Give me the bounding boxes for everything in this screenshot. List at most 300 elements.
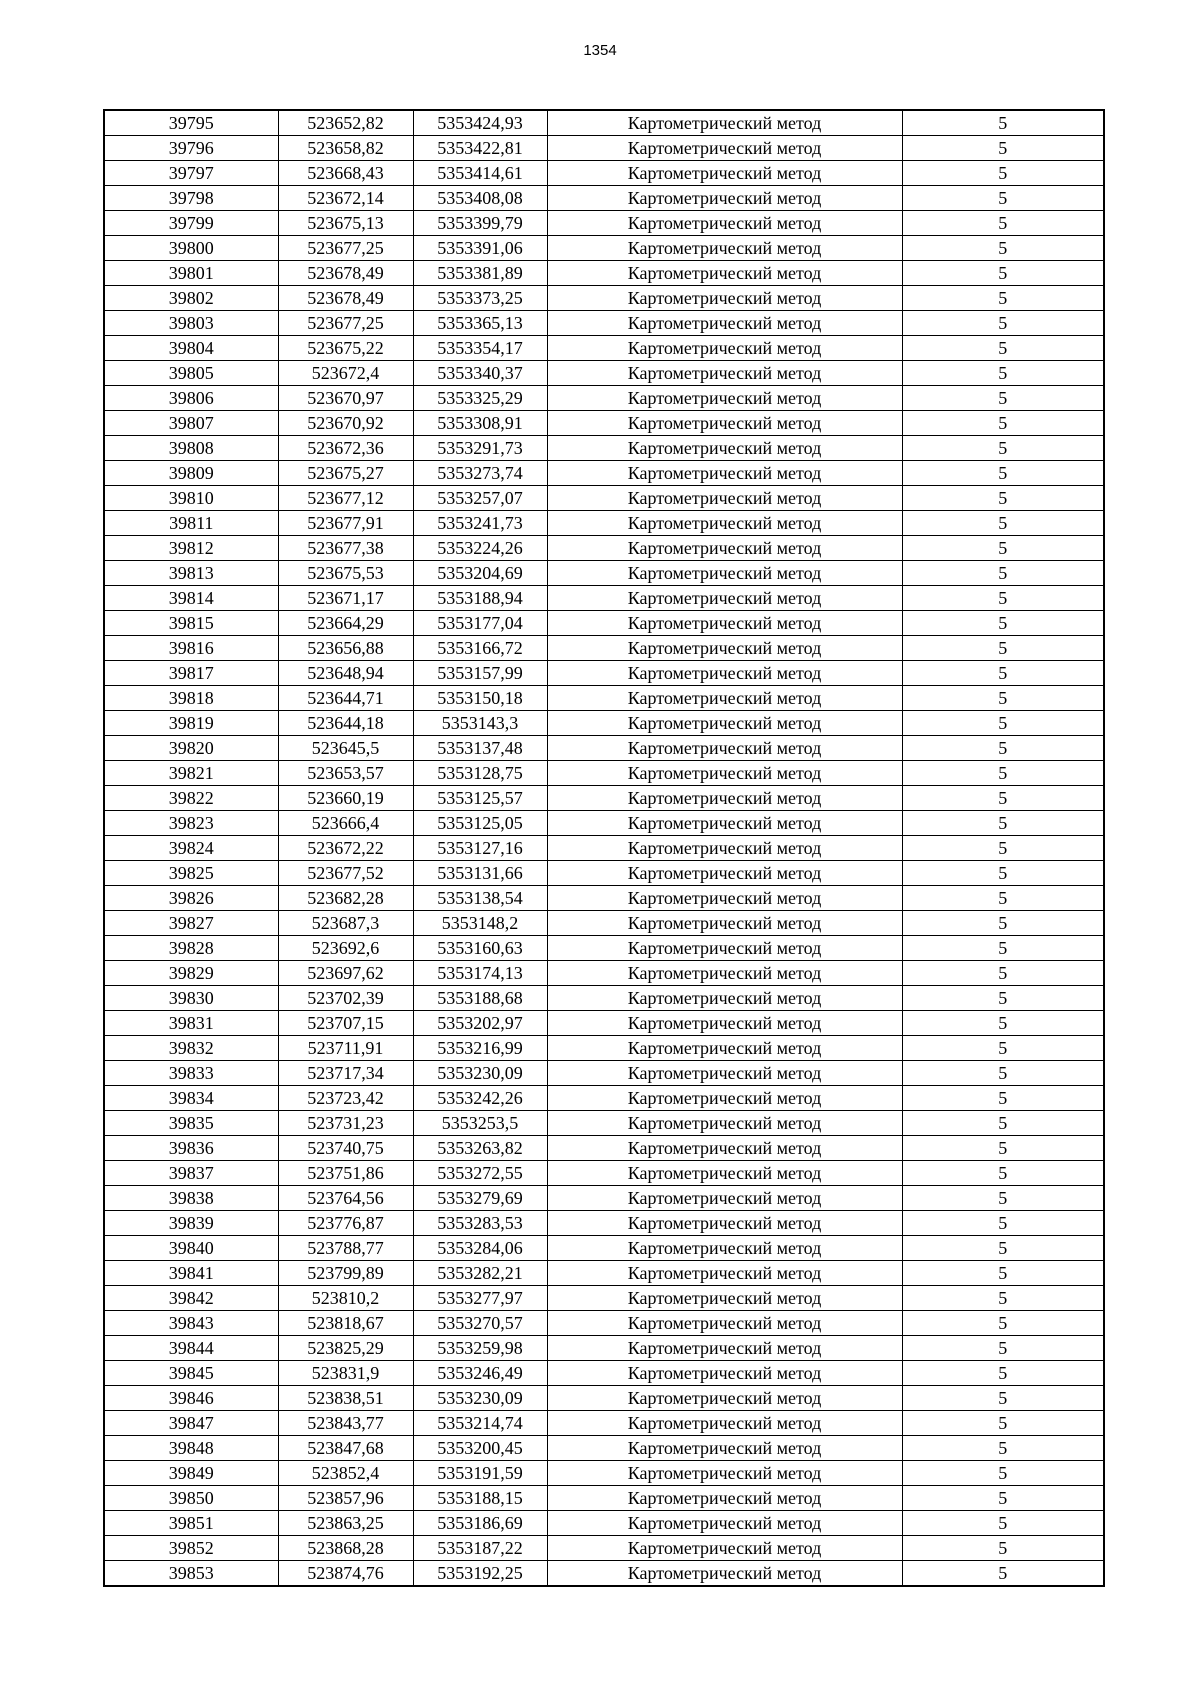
method-cell: Картометрический метод [547, 736, 902, 761]
y-coordinate-cell: 5353279,69 [413, 1186, 547, 1211]
method-cell: Картометрический метод [547, 1561, 902, 1587]
point-number-cell: 39823 [104, 811, 278, 836]
accuracy-cell: 5 [902, 961, 1104, 986]
table-row [104, 636, 1104, 661]
point-number-cell: 39801 [104, 261, 278, 286]
y-coordinate-cell: 5353422,81 [413, 136, 547, 161]
x-coordinate-cell: 523868,28 [278, 1536, 413, 1561]
x-coordinate-cell: 523675,53 [278, 561, 413, 586]
method-cell: Картометрический метод [547, 1261, 902, 1286]
x-coordinate-cell: 523843,77 [278, 1411, 413, 1436]
table-row [104, 336, 1104, 361]
method-cell: Картометрический метод [547, 1061, 902, 1086]
y-coordinate-cell: 5353157,99 [413, 661, 547, 686]
point-number-cell: 39824 [104, 836, 278, 861]
point-number-cell: 39833 [104, 1061, 278, 1086]
method-cell: Картометрический метод [547, 386, 902, 411]
method-cell: Картометрический метод [547, 1161, 902, 1186]
accuracy-cell: 5 [902, 1361, 1104, 1386]
x-coordinate-cell: 523799,89 [278, 1261, 413, 1286]
point-number-cell: 39798 [104, 186, 278, 211]
y-coordinate-cell: 5353128,75 [413, 761, 547, 786]
y-coordinate-cell: 5353340,37 [413, 361, 547, 386]
table-row [104, 511, 1104, 536]
x-coordinate-cell: 523831,9 [278, 1361, 413, 1386]
method-cell: Картометрический метод [547, 561, 902, 586]
accuracy-cell: 5 [902, 686, 1104, 711]
accuracy-cell: 5 [902, 836, 1104, 861]
point-number-cell: 39832 [104, 1036, 278, 1061]
x-coordinate-cell: 523857,96 [278, 1486, 413, 1511]
table-row [104, 1536, 1104, 1561]
y-coordinate-cell: 5353202,97 [413, 1011, 547, 1036]
y-coordinate-cell: 5353424,93 [413, 110, 547, 136]
method-cell: Картометрический метод [547, 911, 902, 936]
accuracy-cell: 5 [902, 911, 1104, 936]
point-number-cell: 39815 [104, 611, 278, 636]
point-number-cell: 39835 [104, 1111, 278, 1136]
accuracy-cell: 5 [902, 1036, 1104, 1061]
table-row [104, 1336, 1104, 1361]
point-number-cell: 39819 [104, 711, 278, 736]
accuracy-cell: 5 [902, 1011, 1104, 1036]
accuracy-cell: 5 [902, 1561, 1104, 1587]
x-coordinate-cell: 523668,43 [278, 161, 413, 186]
point-number-cell: 39841 [104, 1261, 278, 1286]
table-row [104, 461, 1104, 486]
accuracy-cell: 5 [902, 436, 1104, 461]
y-coordinate-cell: 5353373,25 [413, 286, 547, 311]
point-number-cell: 39800 [104, 236, 278, 261]
x-coordinate-cell: 523687,3 [278, 911, 413, 936]
method-cell: Картометрический метод [547, 961, 902, 986]
x-coordinate-cell: 523677,25 [278, 311, 413, 336]
accuracy-cell: 5 [902, 861, 1104, 886]
y-coordinate-cell: 5353188,94 [413, 586, 547, 611]
x-coordinate-cell: 523678,49 [278, 286, 413, 311]
x-coordinate-cell: 523656,88 [278, 636, 413, 661]
point-number-cell: 39816 [104, 636, 278, 661]
y-coordinate-cell: 5353284,06 [413, 1236, 547, 1261]
method-cell: Картометрический метод [547, 886, 902, 911]
coordinates-table [103, 109, 1105, 1587]
table-row [104, 561, 1104, 586]
point-number-cell: 39843 [104, 1311, 278, 1336]
table-row [104, 1261, 1104, 1286]
x-coordinate-cell: 523670,92 [278, 411, 413, 436]
table-row [104, 1061, 1104, 1086]
y-coordinate-cell: 5353125,05 [413, 811, 547, 836]
x-coordinate-cell: 523645,5 [278, 736, 413, 761]
x-coordinate-cell: 523672,22 [278, 836, 413, 861]
table-row [104, 486, 1104, 511]
y-coordinate-cell: 5353308,91 [413, 411, 547, 436]
method-cell: Картометрический метод [547, 711, 902, 736]
y-coordinate-cell: 5353272,55 [413, 1161, 547, 1186]
table-row [104, 1311, 1104, 1336]
y-coordinate-cell: 5353148,2 [413, 911, 547, 936]
method-cell: Картометрический метод [547, 936, 902, 961]
x-coordinate-cell: 523648,94 [278, 661, 413, 686]
point-number-cell: 39845 [104, 1361, 278, 1386]
y-coordinate-cell: 5353200,45 [413, 1436, 547, 1461]
accuracy-cell: 5 [902, 411, 1104, 436]
y-coordinate-cell: 5353137,48 [413, 736, 547, 761]
accuracy-cell: 5 [902, 1286, 1104, 1311]
method-cell: Картометрический метод [547, 161, 902, 186]
point-number-cell: 39822 [104, 786, 278, 811]
point-number-cell: 39803 [104, 311, 278, 336]
coordinates-table-body [104, 110, 1104, 1586]
point-number-cell: 39847 [104, 1411, 278, 1436]
method-cell: Картометрический метод [547, 1511, 902, 1536]
method-cell: Картометрический метод [547, 1136, 902, 1161]
accuracy-cell: 5 [902, 1186, 1104, 1211]
accuracy-cell: 5 [902, 736, 1104, 761]
accuracy-cell: 5 [902, 786, 1104, 811]
method-cell: Картометрический метод [547, 1236, 902, 1261]
y-coordinate-cell: 5353414,61 [413, 161, 547, 186]
point-number-cell: 39799 [104, 211, 278, 236]
accuracy-cell: 5 [902, 1411, 1104, 1436]
x-coordinate-cell: 523658,82 [278, 136, 413, 161]
accuracy-cell: 5 [902, 1461, 1104, 1486]
y-coordinate-cell: 5353188,68 [413, 986, 547, 1011]
y-coordinate-cell: 5353177,04 [413, 611, 547, 636]
x-coordinate-cell: 523692,6 [278, 936, 413, 961]
y-coordinate-cell: 5353230,09 [413, 1061, 547, 1086]
y-coordinate-cell: 5353282,21 [413, 1261, 547, 1286]
point-number-cell: 39813 [104, 561, 278, 586]
method-cell: Картометрический метод [547, 1286, 902, 1311]
point-number-cell: 39805 [104, 361, 278, 386]
accuracy-cell: 5 [902, 311, 1104, 336]
y-coordinate-cell: 5353192,25 [413, 1561, 547, 1587]
point-number-cell: 39808 [104, 436, 278, 461]
point-number-cell: 39840 [104, 1236, 278, 1261]
accuracy-cell: 5 [902, 1236, 1104, 1261]
table-row [104, 236, 1104, 261]
x-coordinate-cell: 523675,27 [278, 461, 413, 486]
accuracy-cell: 5 [902, 161, 1104, 186]
y-coordinate-cell: 5353174,13 [413, 961, 547, 986]
y-coordinate-cell: 5353277,97 [413, 1286, 547, 1311]
accuracy-cell: 5 [902, 936, 1104, 961]
method-cell: Картометрический метод [547, 1311, 902, 1336]
table-row [104, 1236, 1104, 1261]
method-cell: Картометрический метод [547, 1461, 902, 1486]
method-cell: Картометрический метод [547, 436, 902, 461]
table-row [104, 1386, 1104, 1411]
x-coordinate-cell: 523664,29 [278, 611, 413, 636]
y-coordinate-cell: 5353138,54 [413, 886, 547, 911]
accuracy-cell: 5 [902, 711, 1104, 736]
accuracy-cell: 5 [902, 1436, 1104, 1461]
x-coordinate-cell: 523717,34 [278, 1061, 413, 1086]
point-number-cell: 39809 [104, 461, 278, 486]
method-cell: Картометрический метод [547, 186, 902, 211]
table-row [104, 261, 1104, 286]
x-coordinate-cell: 523702,39 [278, 986, 413, 1011]
table-row [104, 611, 1104, 636]
accuracy-cell: 5 [902, 761, 1104, 786]
table-row [104, 936, 1104, 961]
table-row [104, 1286, 1104, 1311]
x-coordinate-cell: 523764,56 [278, 1186, 413, 1211]
method-cell: Картометрический метод [547, 361, 902, 386]
accuracy-cell: 5 [902, 1086, 1104, 1111]
point-number-cell: 39839 [104, 1211, 278, 1236]
y-coordinate-cell: 5353391,06 [413, 236, 547, 261]
method-cell: Картометрический метод [547, 786, 902, 811]
point-number-cell: 39850 [104, 1486, 278, 1511]
point-number-cell: 39852 [104, 1536, 278, 1561]
x-coordinate-cell: 523677,38 [278, 536, 413, 561]
x-coordinate-cell: 523652,82 [278, 110, 413, 136]
table-row [104, 736, 1104, 761]
table-row [104, 661, 1104, 686]
method-cell: Картометрический метод [547, 236, 902, 261]
y-coordinate-cell: 5353263,82 [413, 1136, 547, 1161]
table-row [104, 686, 1104, 711]
y-coordinate-cell: 5353242,26 [413, 1086, 547, 1111]
x-coordinate-cell: 523788,77 [278, 1236, 413, 1261]
table-row [104, 586, 1104, 611]
accuracy-cell: 5 [902, 136, 1104, 161]
y-coordinate-cell: 5353273,74 [413, 461, 547, 486]
table-row [104, 1561, 1104, 1587]
table-row [104, 1461, 1104, 1486]
accuracy-cell: 5 [902, 561, 1104, 586]
method-cell: Картометрический метод [547, 836, 902, 861]
x-coordinate-cell: 523810,2 [278, 1286, 413, 1311]
accuracy-cell: 5 [902, 1261, 1104, 1286]
page-number: 1354 [583, 42, 617, 59]
table-row [104, 986, 1104, 1011]
x-coordinate-cell: 523675,13 [278, 211, 413, 236]
method-cell: Картометрический метод [547, 486, 902, 511]
accuracy-cell: 5 [902, 1536, 1104, 1561]
accuracy-cell: 5 [902, 361, 1104, 386]
y-coordinate-cell: 5353216,99 [413, 1036, 547, 1061]
accuracy-cell: 5 [902, 110, 1104, 136]
method-cell: Картометрический метод [547, 1486, 902, 1511]
point-number-cell: 39802 [104, 286, 278, 311]
y-coordinate-cell: 5353224,26 [413, 536, 547, 561]
method-cell: Картометрический метод [547, 1011, 902, 1036]
point-number-cell: 39820 [104, 736, 278, 761]
method-cell: Картометрический метод [547, 311, 902, 336]
accuracy-cell: 5 [902, 611, 1104, 636]
table-row [104, 110, 1104, 136]
x-coordinate-cell: 523672,36 [278, 436, 413, 461]
table-row [104, 386, 1104, 411]
y-coordinate-cell: 5353150,18 [413, 686, 547, 711]
table-row [104, 1036, 1104, 1061]
y-coordinate-cell: 5353230,09 [413, 1386, 547, 1411]
y-coordinate-cell: 5353160,63 [413, 936, 547, 961]
accuracy-cell: 5 [902, 236, 1104, 261]
accuracy-cell: 5 [902, 286, 1104, 311]
x-coordinate-cell: 523671,17 [278, 586, 413, 611]
x-coordinate-cell: 523677,91 [278, 511, 413, 536]
y-coordinate-cell: 5353186,69 [413, 1511, 547, 1536]
y-coordinate-cell: 5353381,89 [413, 261, 547, 286]
accuracy-cell: 5 [902, 1486, 1104, 1511]
x-coordinate-cell: 523723,42 [278, 1086, 413, 1111]
method-cell: Картометрический метод [547, 761, 902, 786]
y-coordinate-cell: 5353127,16 [413, 836, 547, 861]
x-coordinate-cell: 523740,75 [278, 1136, 413, 1161]
method-cell: Картометрический метод [547, 261, 902, 286]
x-coordinate-cell: 523675,22 [278, 336, 413, 361]
y-coordinate-cell: 5353283,53 [413, 1211, 547, 1236]
table-row [104, 961, 1104, 986]
accuracy-cell: 5 [902, 211, 1104, 236]
table-row [104, 161, 1104, 186]
x-coordinate-cell: 523818,67 [278, 1311, 413, 1336]
table-row [104, 1211, 1104, 1236]
x-coordinate-cell: 523677,52 [278, 861, 413, 886]
point-number-cell: 39846 [104, 1386, 278, 1411]
point-number-cell: 39831 [104, 1011, 278, 1036]
method-cell: Картометрический метод [547, 411, 902, 436]
point-number-cell: 39838 [104, 1186, 278, 1211]
accuracy-cell: 5 [902, 386, 1104, 411]
y-coordinate-cell: 5353241,73 [413, 511, 547, 536]
method-cell: Картометрический метод [547, 1436, 902, 1461]
accuracy-cell: 5 [902, 1211, 1104, 1236]
method-cell: Картометрический метод [547, 110, 902, 136]
table-row [104, 1186, 1104, 1211]
y-coordinate-cell: 5353125,57 [413, 786, 547, 811]
method-cell: Картометрический метод [547, 536, 902, 561]
point-number-cell: 39848 [104, 1436, 278, 1461]
method-cell: Картометрический метод [547, 1536, 902, 1561]
method-cell: Картометрический метод [547, 211, 902, 236]
table-row [104, 361, 1104, 386]
method-cell: Картометрический метод [547, 1036, 902, 1061]
point-number-cell: 39849 [104, 1461, 278, 1486]
point-number-cell: 39806 [104, 386, 278, 411]
y-coordinate-cell: 5353259,98 [413, 1336, 547, 1361]
x-coordinate-cell: 523847,68 [278, 1436, 413, 1461]
table-row [104, 1086, 1104, 1111]
accuracy-cell: 5 [902, 811, 1104, 836]
accuracy-cell: 5 [902, 1061, 1104, 1086]
method-cell: Картометрический метод [547, 811, 902, 836]
point-number-cell: 39821 [104, 761, 278, 786]
x-coordinate-cell: 523731,23 [278, 1111, 413, 1136]
accuracy-cell: 5 [902, 461, 1104, 486]
accuracy-cell: 5 [902, 336, 1104, 361]
point-number-cell: 39825 [104, 861, 278, 886]
y-coordinate-cell: 5353143,3 [413, 711, 547, 736]
point-number-cell: 39834 [104, 1086, 278, 1111]
table-row [104, 836, 1104, 861]
x-coordinate-cell: 523776,87 [278, 1211, 413, 1236]
method-cell: Картометрический метод [547, 586, 902, 611]
x-coordinate-cell: 523660,19 [278, 786, 413, 811]
point-number-cell: 39797 [104, 161, 278, 186]
y-coordinate-cell: 5353354,17 [413, 336, 547, 361]
y-coordinate-cell: 5353257,07 [413, 486, 547, 511]
x-coordinate-cell: 523707,15 [278, 1011, 413, 1036]
table-row [104, 1361, 1104, 1386]
y-coordinate-cell: 5353187,22 [413, 1536, 547, 1561]
x-coordinate-cell: 523874,76 [278, 1561, 413, 1587]
point-number-cell: 39827 [104, 911, 278, 936]
method-cell: Картометрический метод [547, 136, 902, 161]
x-coordinate-cell: 523670,97 [278, 386, 413, 411]
table-row [104, 886, 1104, 911]
accuracy-cell: 5 [902, 186, 1104, 211]
table-row [104, 911, 1104, 936]
method-cell: Картометрический метод [547, 1336, 902, 1361]
x-coordinate-cell: 523644,71 [278, 686, 413, 711]
x-coordinate-cell: 523838,51 [278, 1386, 413, 1411]
y-coordinate-cell: 5353188,15 [413, 1486, 547, 1511]
x-coordinate-cell: 523697,62 [278, 961, 413, 986]
y-coordinate-cell: 5353408,08 [413, 186, 547, 211]
table-row [104, 761, 1104, 786]
point-number-cell: 39836 [104, 1136, 278, 1161]
y-coordinate-cell: 5353365,13 [413, 311, 547, 336]
accuracy-cell: 5 [902, 661, 1104, 686]
accuracy-cell: 5 [902, 1511, 1104, 1536]
table-row [104, 186, 1104, 211]
table-row [104, 1136, 1104, 1161]
x-coordinate-cell: 523863,25 [278, 1511, 413, 1536]
table-row [104, 211, 1104, 236]
point-number-cell: 39844 [104, 1336, 278, 1361]
point-number-cell: 39837 [104, 1161, 278, 1186]
y-coordinate-cell: 5353399,79 [413, 211, 547, 236]
accuracy-cell: 5 [902, 511, 1104, 536]
x-coordinate-cell: 523711,91 [278, 1036, 413, 1061]
point-number-cell: 39811 [104, 511, 278, 536]
table-row [104, 811, 1104, 836]
point-number-cell: 39826 [104, 886, 278, 911]
method-cell: Картометрический метод [547, 1361, 902, 1386]
table-row [104, 311, 1104, 336]
accuracy-cell: 5 [902, 886, 1104, 911]
table-row [104, 1486, 1104, 1511]
point-number-cell: 39828 [104, 936, 278, 961]
point-number-cell: 39795 [104, 110, 278, 136]
table-row [104, 1161, 1104, 1186]
y-coordinate-cell: 5353325,29 [413, 386, 547, 411]
table-row [104, 1436, 1104, 1461]
accuracy-cell: 5 [902, 1386, 1104, 1411]
point-number-cell: 39796 [104, 136, 278, 161]
x-coordinate-cell: 523751,86 [278, 1161, 413, 1186]
accuracy-cell: 5 [902, 536, 1104, 561]
table-row [104, 1011, 1104, 1036]
method-cell: Картометрический метод [547, 1186, 902, 1211]
method-cell: Картометрический метод [547, 461, 902, 486]
method-cell: Картометрический метод [547, 1086, 902, 1111]
table-row [104, 786, 1104, 811]
table-row [104, 136, 1104, 161]
y-coordinate-cell: 5353166,72 [413, 636, 547, 661]
y-coordinate-cell: 5353253,5 [413, 1111, 547, 1136]
x-coordinate-cell: 523644,18 [278, 711, 413, 736]
accuracy-cell: 5 [902, 1336, 1104, 1361]
x-coordinate-cell: 523666,4 [278, 811, 413, 836]
x-coordinate-cell: 523682,28 [278, 886, 413, 911]
accuracy-cell: 5 [902, 636, 1104, 661]
